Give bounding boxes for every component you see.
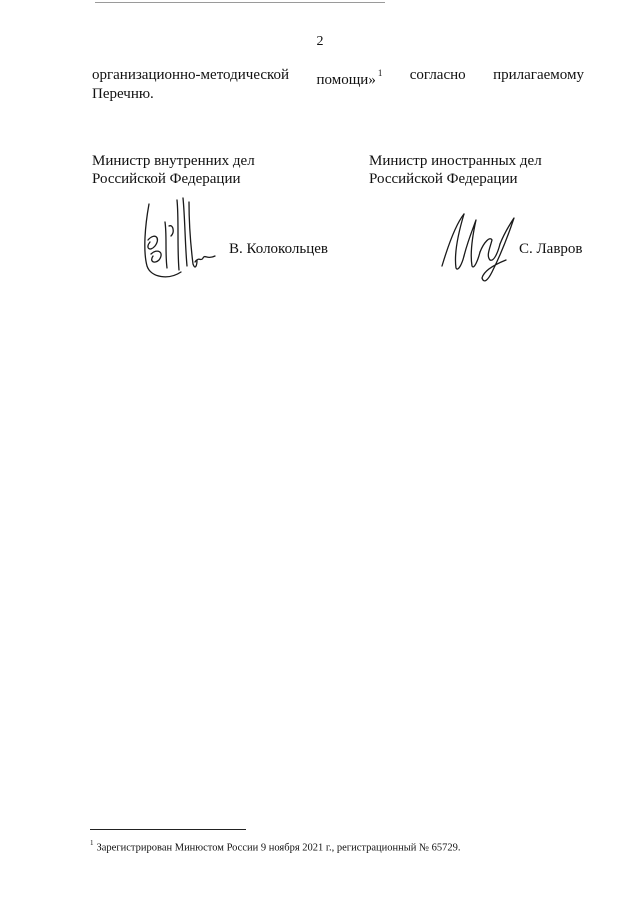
page-number: 2 [316,34,324,49]
footnote-separator [90,829,246,830]
signature-left [135,196,217,282]
signer-title-right [369,152,542,188]
footnote-text: Зарегистрирован Минюстом России 9 ноября 2021 г., регистрационный № 65729. [96,842,461,854]
signature-right [438,210,518,286]
body-text-line-1 [92,66,584,89]
signer-title-left [92,152,255,188]
body-text-line-2: Перечню. [92,86,154,102]
signer-title-line: Министр иностранных дел [369,153,542,169]
signer-title-line: Российской Федерации [369,171,518,187]
scan-edge-line [95,2,385,3]
body-word: организационно-методической [92,67,290,83]
signer-title-line: Министр внутренних дел [92,153,255,169]
signer-name-right: С. Лавров [519,241,583,257]
signer-title-line: Российской Федерации [92,171,241,187]
body-word: согласно [409,67,466,83]
body-word: прилагаемому [493,67,584,83]
footnote-marker: 1 [90,839,94,847]
body-word-with-footnote: помощи» $^1$ [316,68,383,88]
signer-name-left: В. Колокольцев [229,241,328,257]
footnote-reference: 1 [377,68,383,78]
footnote [90,838,461,855]
